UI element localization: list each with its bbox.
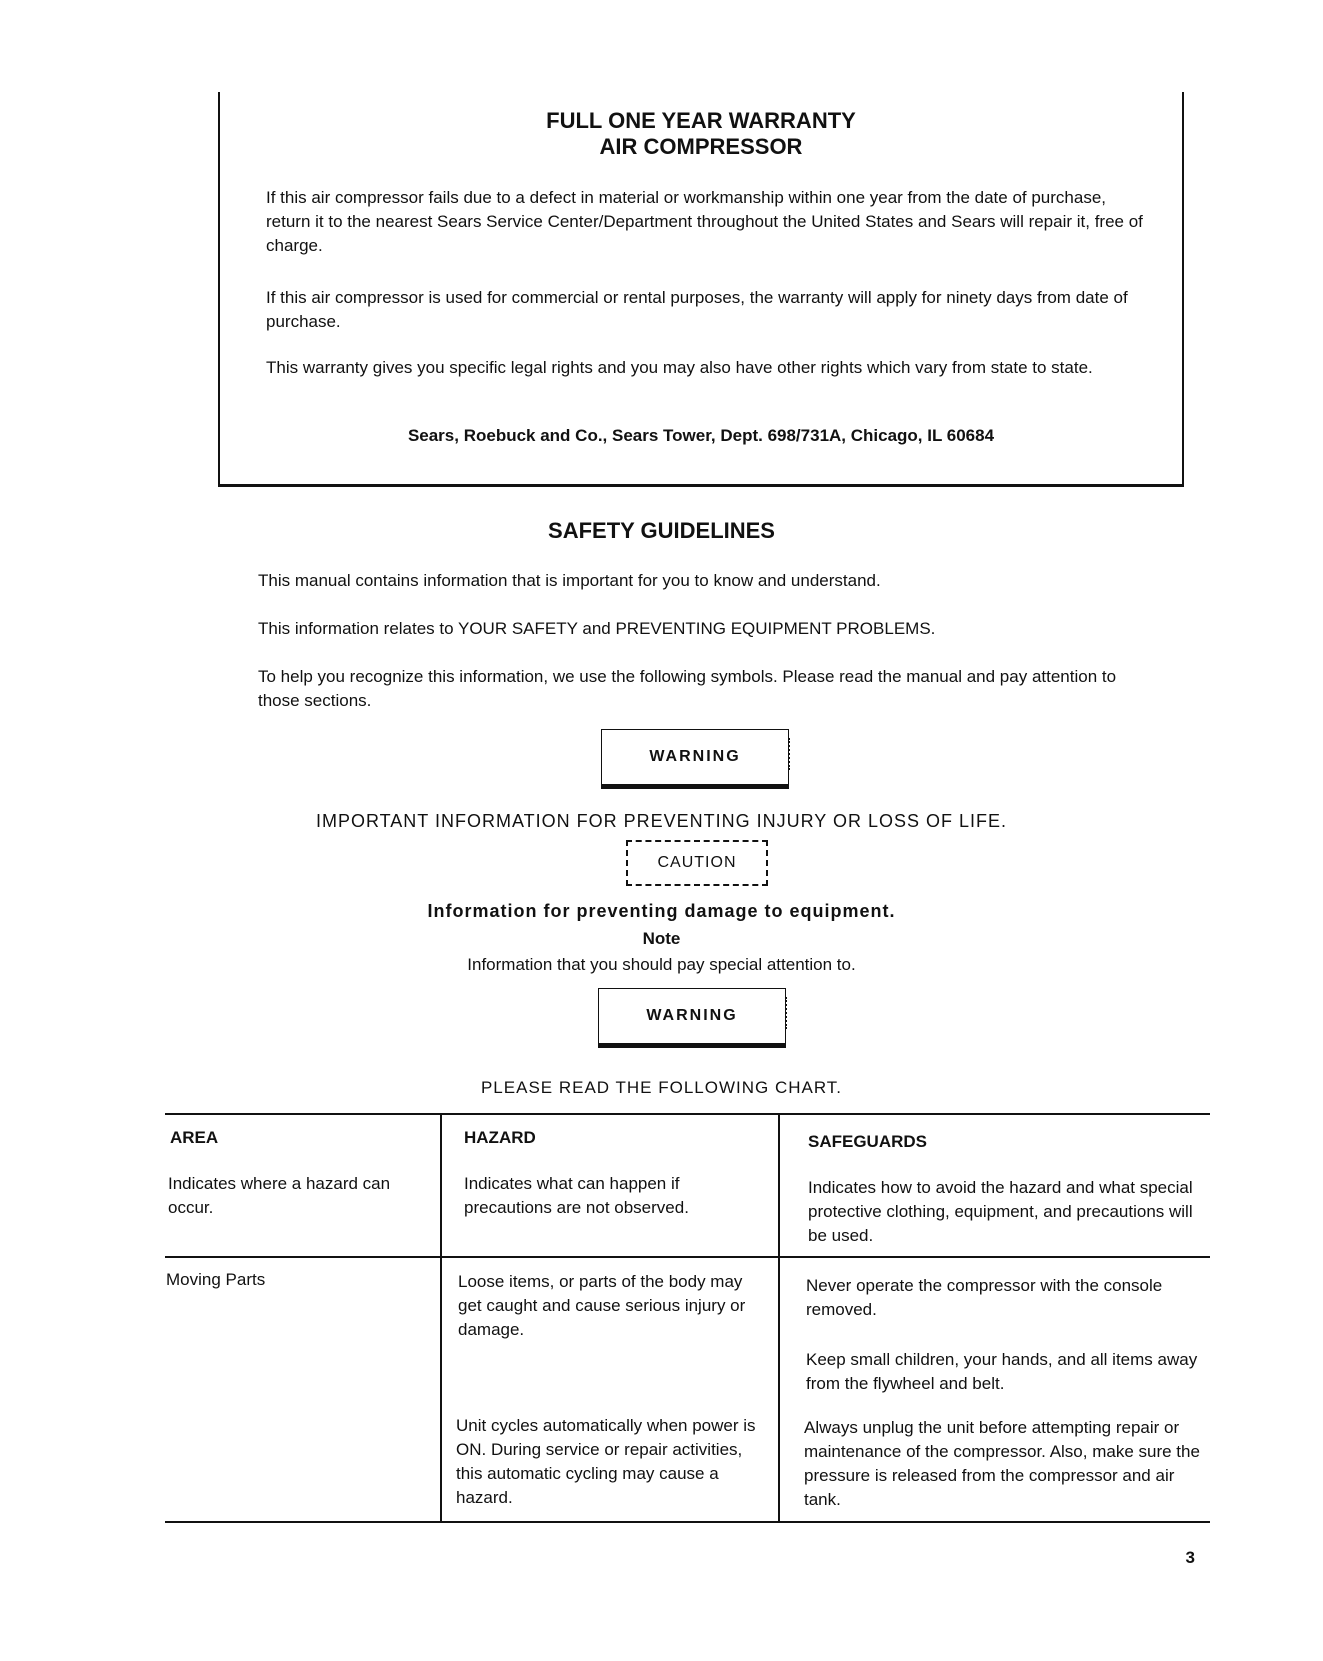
chart-top-rule <box>165 1113 1210 1115</box>
chart-divider-2 <box>778 1113 780 1521</box>
chart-header-hazard: HAZARD <box>464 1128 536 1147</box>
symbol-edge-mark <box>785 997 791 1029</box>
page-number: 3 <box>1185 1548 1195 1567</box>
note-description: Information that you should pay special attention to. <box>467 955 856 974</box>
symbol-edge-mark <box>788 738 794 770</box>
warning-symbol-label: WARNING <box>649 748 741 765</box>
caution-symbol-label: CAUTION <box>657 854 737 871</box>
warranty-address: Sears, Roebuck and Co., Sears Tower, Dept. 698/731A, Chicago, IL 60684 <box>407 426 995 445</box>
chart-row-hazard-1: Loose items, or parts of the body may get caught and cause serious injury or damage. <box>458 1272 746 1339</box>
chart-divider-1 <box>440 1113 442 1521</box>
warning-description: IMPORTANT INFORMATION FOR PREVENTING INJURY OR LOSS OF LIFE. <box>315 811 1008 831</box>
chart-intro: PLEASE READ THE FOLLOWING CHART. <box>480 1078 843 1097</box>
chart-row-area: Moving Parts <box>166 1270 266 1289</box>
warranty-paragraph-1: If this air compressor fails due to a defect in material or workmanship within one year from the date of purchase, return it to the nearest Sears Service Center/Department throughout the United States and Sears will repair it, free of charge. <box>266 188 1143 255</box>
note-label: Note <box>642 929 681 948</box>
chart-row-safeguard-3: Always unplug the unit before attempting repair or maintenance of the compressor. Also, make sure the pressure is released from the compressor and air tank. <box>804 1418 1200 1509</box>
chart-row-safeguard-2: Keep small children, your hands, and all items away from the flywheel and belt. <box>806 1350 1198 1393</box>
chart-middle-rule <box>165 1256 1210 1258</box>
chart-hazard-description: Indicates what can happen if precautions are not observed. <box>464 1174 689 1217</box>
chart-row-safeguard-1: Never operate the compressor with the console removed. <box>806 1276 1163 1319</box>
warranty-subtitle: AIR COMPRESSOR <box>599 134 803 159</box>
chart-header-area: AREA <box>170 1128 219 1147</box>
chart-header-safeguards: SAFEGUARDS <box>808 1132 928 1151</box>
warranty-paragraph-2: If this air compressor is used for commercial or rental purposes, the warranty will apply for ninety days from date of purchase. <box>266 288 1128 331</box>
chart-row-hazard-2: Unit cycles automatically when power is ON. During service or repair activities, this automatic cycling may cause a hazard. <box>456 1416 756 1507</box>
warranty-title: FULL ONE YEAR WARRANTY <box>546 108 856 133</box>
safety-guidelines-title: SAFETY GUIDELINES <box>548 518 775 543</box>
safety-paragraph-1: This manual contains information that is important for you to know and understand. <box>258 571 881 590</box>
warning-symbol-example-label: WARNING <box>646 1007 738 1024</box>
caution-symbol <box>626 840 768 886</box>
warning-symbol <box>601 729 789 789</box>
chart-area-description: Indicates where a hazard can occur. <box>168 1174 391 1217</box>
chart-safeguards-description: Indicates how to avoid the hazard and what special protective clothing, equipment, and precautions will be used. <box>808 1178 1193 1245</box>
warranty-paragraph-3: This warranty gives you specific legal rights and you may also have other rights which vary from state to state. <box>266 358 1093 377</box>
caution-description: Information for preventing damage to equipment. <box>427 901 896 921</box>
safety-paragraph-2: This information relates to YOUR SAFETY and PREVENTING EQUIPMENT PROBLEMS. <box>258 619 936 638</box>
safety-paragraph-3: To help you recognize this information, we use the following symbols. Please read the manual and pay attention to those sections. <box>258 667 1117 710</box>
chart-bottom-rule <box>165 1521 1210 1523</box>
warranty-box <box>218 92 1184 487</box>
warning-symbol-example <box>598 988 786 1048</box>
